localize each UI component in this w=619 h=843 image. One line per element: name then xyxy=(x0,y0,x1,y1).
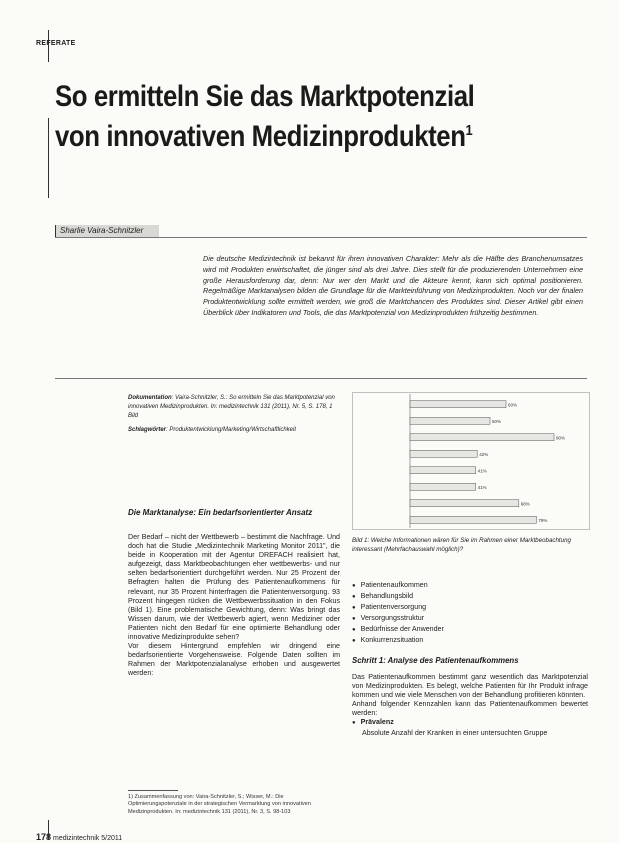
title-footnote-mark: 1 xyxy=(465,122,473,139)
keywords-entry: Schlagwörter: Produktentwicklung/Marketing/Wirtschaftlichkeit xyxy=(128,427,297,433)
data-criteria-list xyxy=(352,580,582,646)
chart-bar xyxy=(410,450,477,457)
section-label: REFERATE xyxy=(36,40,76,47)
article-title xyxy=(55,80,502,154)
header-divider xyxy=(55,237,587,238)
chart-value-label: 79% xyxy=(538,517,548,523)
chart-value-label: 68% xyxy=(520,501,530,507)
footnote: 1) Zusammenfassung von: Vaira-Schnitzler, S.; Wisser, M.: Die Optimierungspotenziale in der strategischen Vermarktung von innovativen Medizinprodukten. In: medizintechnik 131 (2011), Nr. 3, S. 98-103 xyxy=(128,794,311,815)
page-number: 178 xyxy=(36,832,52,842)
section-heading-step-1: Schritt 1: Analyse des Patientenaufkommens xyxy=(352,656,519,665)
title-rule xyxy=(48,118,49,198)
documentation-label: Dokumentation xyxy=(128,395,172,401)
right-column-body xyxy=(352,673,588,738)
chart-bar xyxy=(410,500,519,507)
chart-bar xyxy=(410,467,476,474)
chart-frame xyxy=(353,393,590,530)
publication-name: medizintechnik 5/2011 xyxy=(52,835,123,842)
survey-bar-chart xyxy=(352,392,590,530)
body-paragraph: Vor diesem Hintergrund empfehlen wir dringend eine bedarfsorientierte Vorgehensweise. Folgende Daten sollten im Rahmen der Marktpotenzialanalyse erhoben und ausgewertet werden: xyxy=(128,642,340,678)
body-paragraph: Der Bedarf – nicht der Wettbewerb – bestimmt die Nachfrage. Und doch hat die Studie „Medizintechnik Marketing Monitor 2011", die beide in Kooperation mit der Agentur DREFACH realisiert hat, aufgezeigt, dass Marktbeobachtungen eher wettbewerbs- und nur selten bedarfsorientiert durchgeführt werden. Nur 25 Prozent der Befragten halten die Prüfung des Patientenaufkommens für relevant, nur 35 Prozent hinterfragen die Patientenversorgung. 93 Prozent hingegen rücken die Wettbewerbssituation in den Fokus (Bild 1). Eine problematische Gewichtung, denn: Was bringt das Wissen darum, wie der Wettbewerb agiert, wenn Mediziner oder Patienten nicht den Bedarf für eine optimierte Behandlung oder innovative Medizinprodukte sehen? xyxy=(128,533,340,642)
abstract-divider xyxy=(55,378,587,379)
chart-value-label: 60% xyxy=(508,402,518,408)
chart-bar xyxy=(410,401,506,408)
chart-value-label: 41% xyxy=(477,468,487,474)
chart-bar xyxy=(410,516,536,523)
page-footer xyxy=(36,832,122,842)
left-column-body xyxy=(128,533,340,679)
body-paragraph: Das Patientenaufkommen bestimmt ganz wesentlich das Marktpotenzial von Medizinprodukten. Es belegt, welche Patienten für Ihr Produkt infrage kommen und wie viele Menschen von der Behandlung profitieren könnten. xyxy=(352,673,588,700)
documentation-entry: Dokumentation: Vaira-Schnitzler, S.: So ermitteln Sie das Marktpotenzial von innovativen Medizinprodukten. In: medizintechnik 131 (2011), Nr. 5, S. 178, 1 Bild xyxy=(128,395,335,419)
chart-value-label: 42% xyxy=(479,451,489,457)
article-title-text: So ermitteln Sie das Marktpotenzial von innovativen Medizinprodukten xyxy=(55,80,475,153)
chart-bar xyxy=(410,417,490,424)
footnote-rule xyxy=(128,790,178,791)
author-name: Sharlie Vaira-Schnitzler xyxy=(60,226,144,235)
sub-bullet-title: ● Prävalenz xyxy=(352,718,588,728)
section-heading-market-analysis: Die Marktanalyse: Ein bedarfsorientierter Ansatz xyxy=(128,508,313,517)
list-item: ● Patientenversorgung xyxy=(352,602,582,613)
chart-bar xyxy=(410,434,554,441)
list-item: ● Behandlungsbild xyxy=(352,591,582,602)
chart-value-label: 41% xyxy=(477,484,487,490)
keywords-text: Produktentwicklung/Marketing/Wirtschaftlichkeit xyxy=(169,427,297,433)
sub-bullet-text: Absolute Anzahl der Kranken in einer untersuchten Gruppe xyxy=(362,728,548,737)
chart-value-label: 50% xyxy=(492,418,502,424)
list-item: ● Versorgungsstruktur xyxy=(352,613,582,624)
chart-value-label: 90% xyxy=(556,435,566,441)
documentation-box xyxy=(128,394,336,435)
documentation-text: Vaira-Schnitzler, S.: So ermitteln Sie das Marktpotenzial von innovativen Medizinprodukten. In: medizintechnik 131 (2011), Nr. 5, S. 178, 1 Bild xyxy=(128,395,335,419)
list-item: ● Patientenaufkommen xyxy=(352,580,582,591)
body-paragraph: Anhand folgender Kennzahlen kann das Patientenaufkommen bewertet werden: xyxy=(352,700,588,718)
abstract: Die deutsche Medizintechnik ist bekannt für ihren innovativen Charakter: Mehr als die Hälfte des Branchenumsatzes wird mit Produkten erwirtschaftet, die jünger sind als drei Jahre. Dies stellt für die produzierenden Unternehmen eine große Herausforderung dar, denn: Nur wer den Markt und die Akteure kennt, kann sich optimal positionieren. Regelmäßige Marktanalysen bilden die Grundlage für die Markteinführung von Medizinprodukten. Noch vor der finalen Produktentwicklung sollte ermittelt werden, wie groß die Marktchancen des Produktes sind. Dieser Artikel gibt einen Überblick über Indikatoren und Tools, die das Marktpotenzial von Medizinprodukten frühzeitig bestimmen. xyxy=(203,254,583,317)
list-item: ● Konkurrenzsituation xyxy=(352,635,582,646)
chart-bar xyxy=(410,483,476,490)
figure-caption: Bild 1: Welche Informationen wären für Sie im Rahmen einer Marktbeobachtung interessant (Mehrfachauswahl möglich)? xyxy=(352,537,571,553)
keywords-label: Schlagwörter xyxy=(128,427,167,433)
list-item: ● Bedürfnisse der Anwender xyxy=(352,624,582,635)
